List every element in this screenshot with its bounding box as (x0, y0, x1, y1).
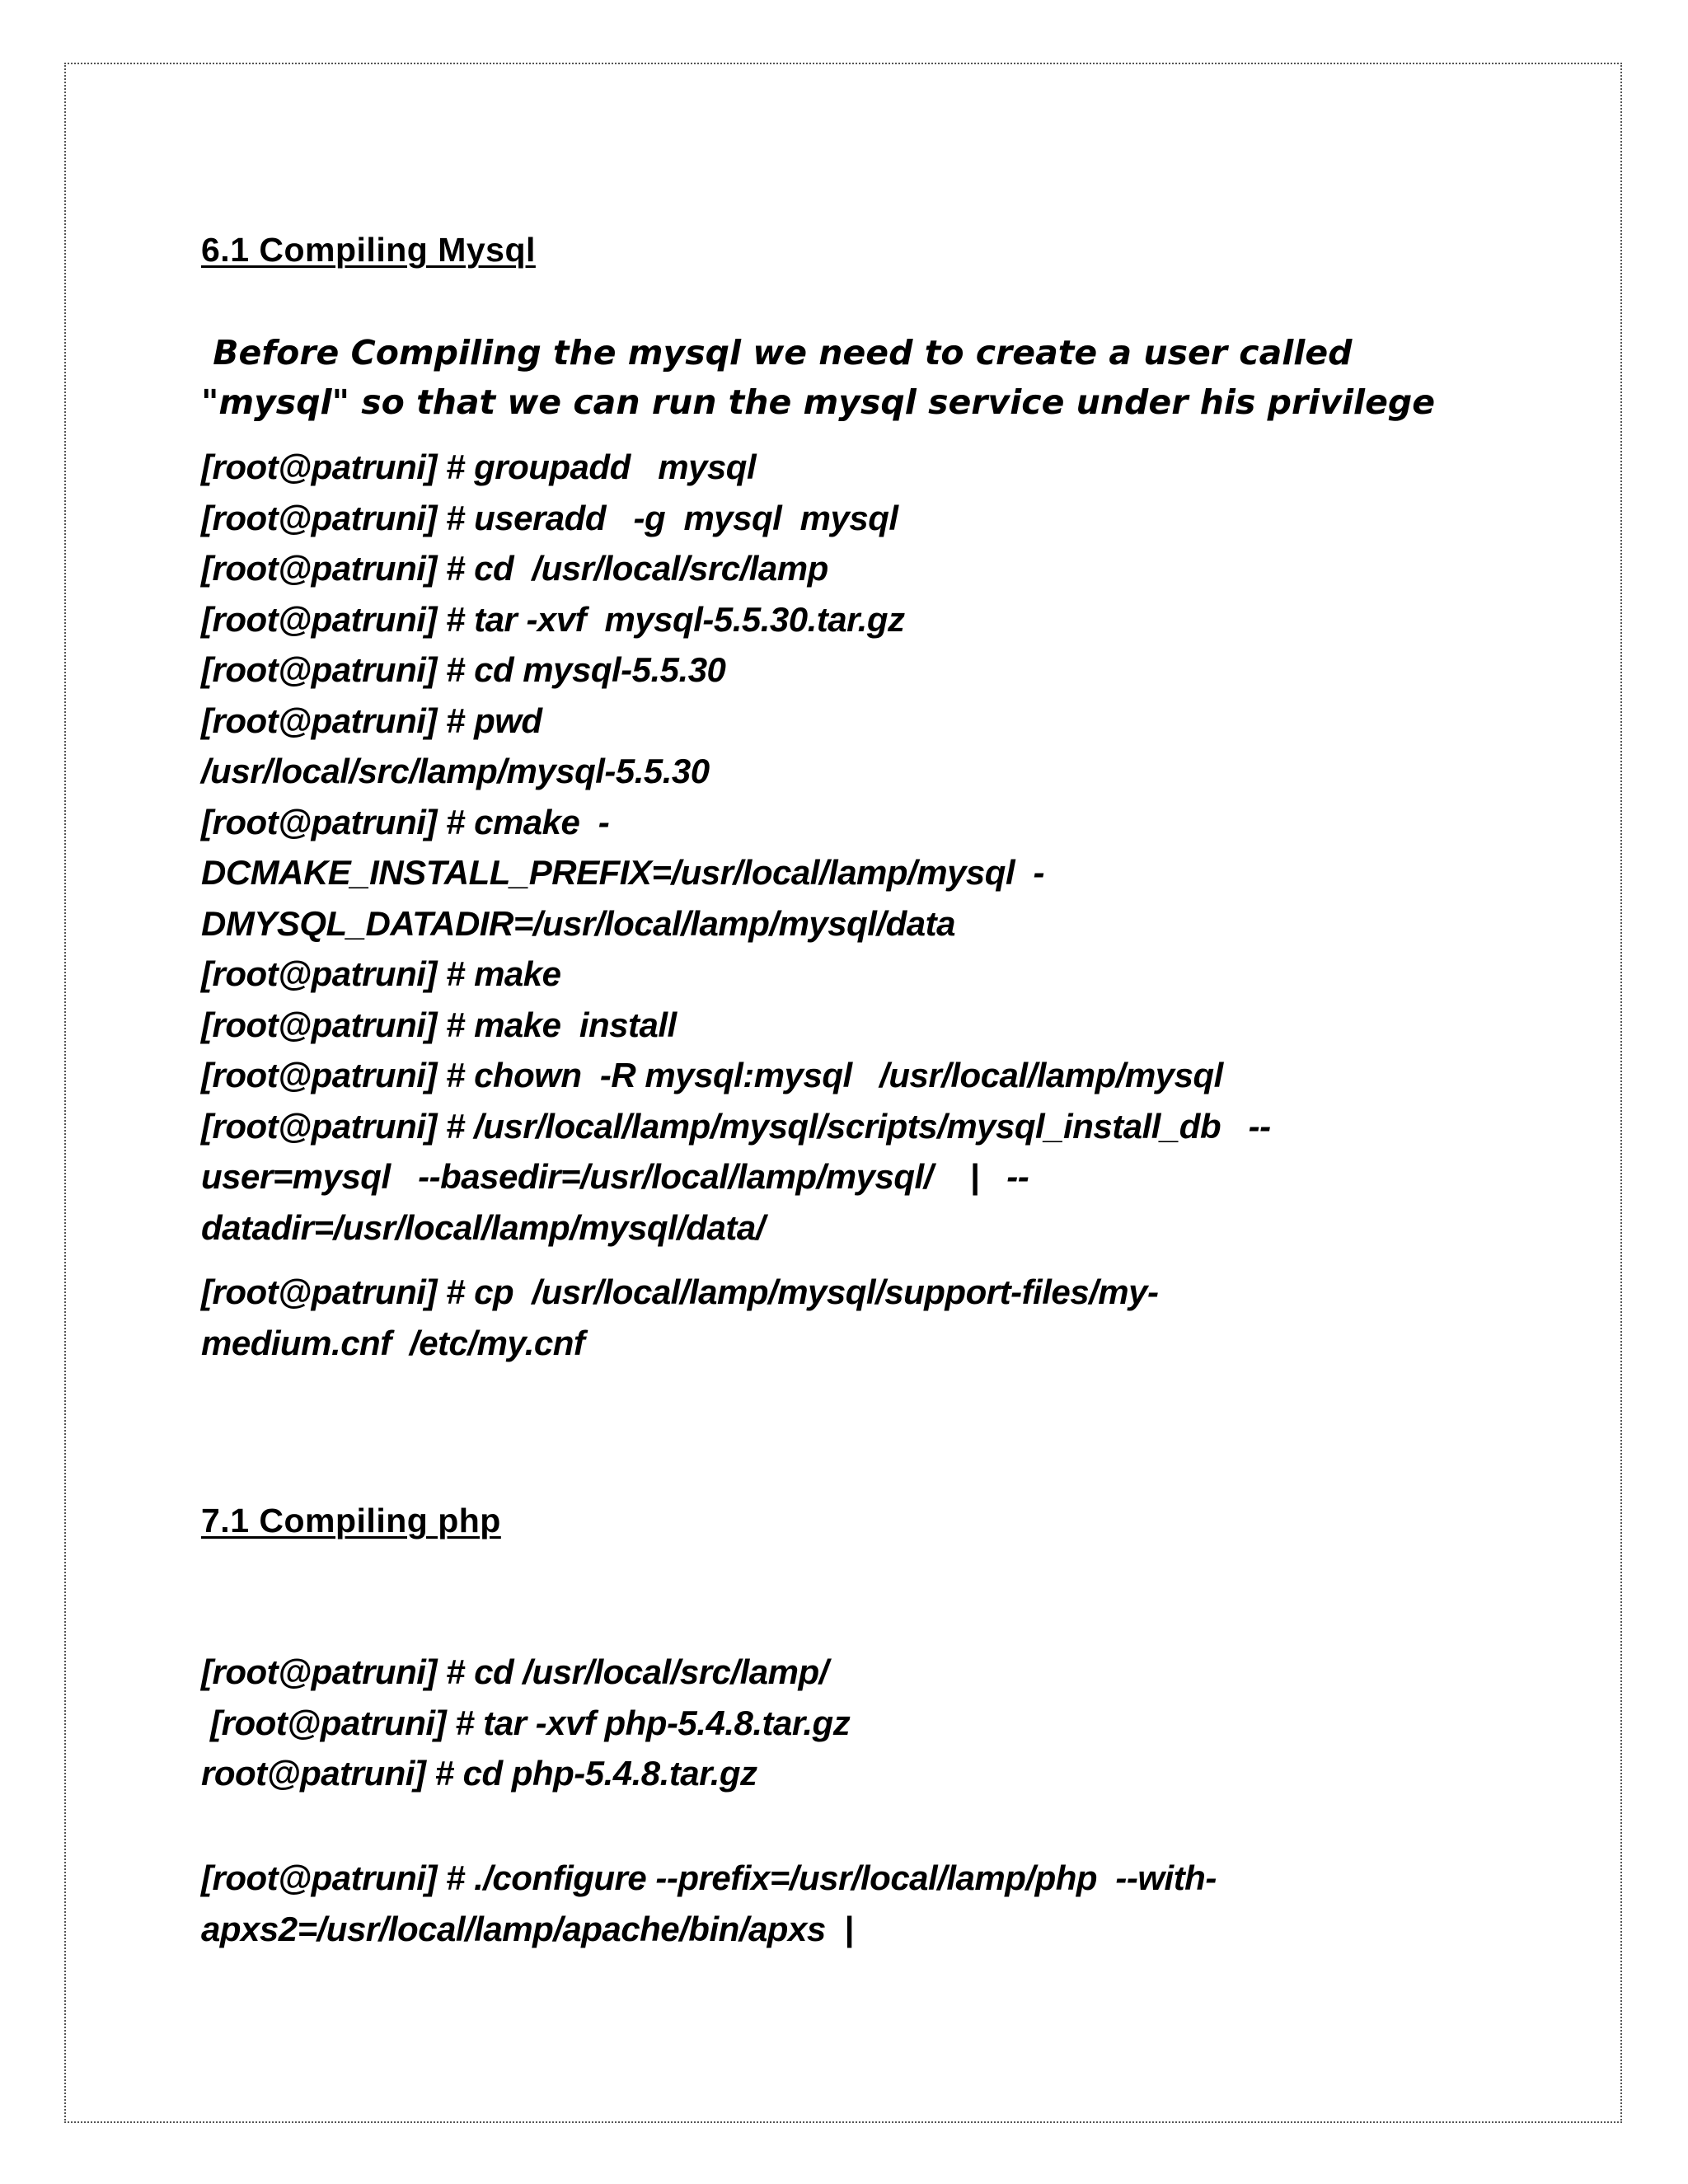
command-line: [root@patruni] # chown -R mysql:mysql /usr/local/lamp/mysql (201, 1056, 1223, 1094)
command-line: [root@patruni] # cmake - (201, 802, 610, 841)
command-line: DCMAKE_INSTALL_PREFIX=/usr/local/lamp/mysql - (201, 853, 1044, 892)
intro-line: "mysql" so that we can run the mysql service under his privilege (201, 382, 1436, 422)
command-line: [root@patruni] # make (201, 954, 561, 993)
command-line: root@patruni] # cd php-5.4.8.tar.gz (201, 1754, 757, 1793)
php-configure-block (201, 1853, 1553, 1954)
command-line: DMYSQL_DATADIR=/usr/local/lamp/mysql/data (201, 903, 955, 943)
command-line: apxs2=/usr/local/lamp/apache/bin/apxs | (201, 1909, 854, 1948)
command-line: [root@patruni] # ./configure --prefix=/usr/local/lamp/php --with- (201, 1858, 1217, 1897)
command-line: [root@patruni] # cp /usr/local/lamp/mysql/support-files/my- (201, 1272, 1159, 1311)
command-line: [root@patruni] # groupadd mysql (201, 448, 757, 486)
command-line: [root@patruni] # cd mysql-5.5.30 (201, 650, 726, 689)
command-line: medium.cnf /etc/my.cnf (201, 1323, 585, 1362)
mysql-command-block (201, 442, 1553, 1253)
command-line: [root@patruni] # pwd (201, 701, 542, 740)
command-line: [root@patruni] # make install (201, 1005, 677, 1044)
command-line: [root@patruni] # cd /usr/local/src/lamp (201, 549, 828, 588)
intro-line: Before Compiling the mysql we need to create a user called (201, 333, 1353, 373)
command-line: [root@patruni] # /usr/local/lamp/mysql/scripts/mysql_install_db -- (201, 1106, 1271, 1146)
command-line: [root@patruni] # tar -xvf mysql-5.5.30.tar.gz (201, 599, 905, 639)
command-line: [root@patruni] # tar -xvf php-5.4.8.tar.gz (201, 1703, 851, 1742)
mysql-copy-config-block (201, 1267, 1553, 1368)
command-line: user=mysql --basedir=/usr/local/lamp/mysql/ | -- (201, 1157, 1029, 1196)
section-heading-mysql: 6.1 Compiling Mysql (201, 231, 536, 269)
mysql-intro-paragraph (201, 328, 1553, 427)
command-line: /usr/local/src/lamp/mysql-5.5.30 (201, 752, 710, 790)
command-line: [root@patruni] # cd /usr/local/src/lamp/ (201, 1652, 828, 1691)
command-line: datadir=/usr/local/lamp/mysql/data/ (201, 1207, 765, 1247)
php-command-block (201, 1647, 1553, 1799)
section-heading-php: 7.1 Compiling php (201, 1502, 501, 1540)
command-line: [root@patruni] # useradd -g mysql mysql (201, 498, 898, 537)
